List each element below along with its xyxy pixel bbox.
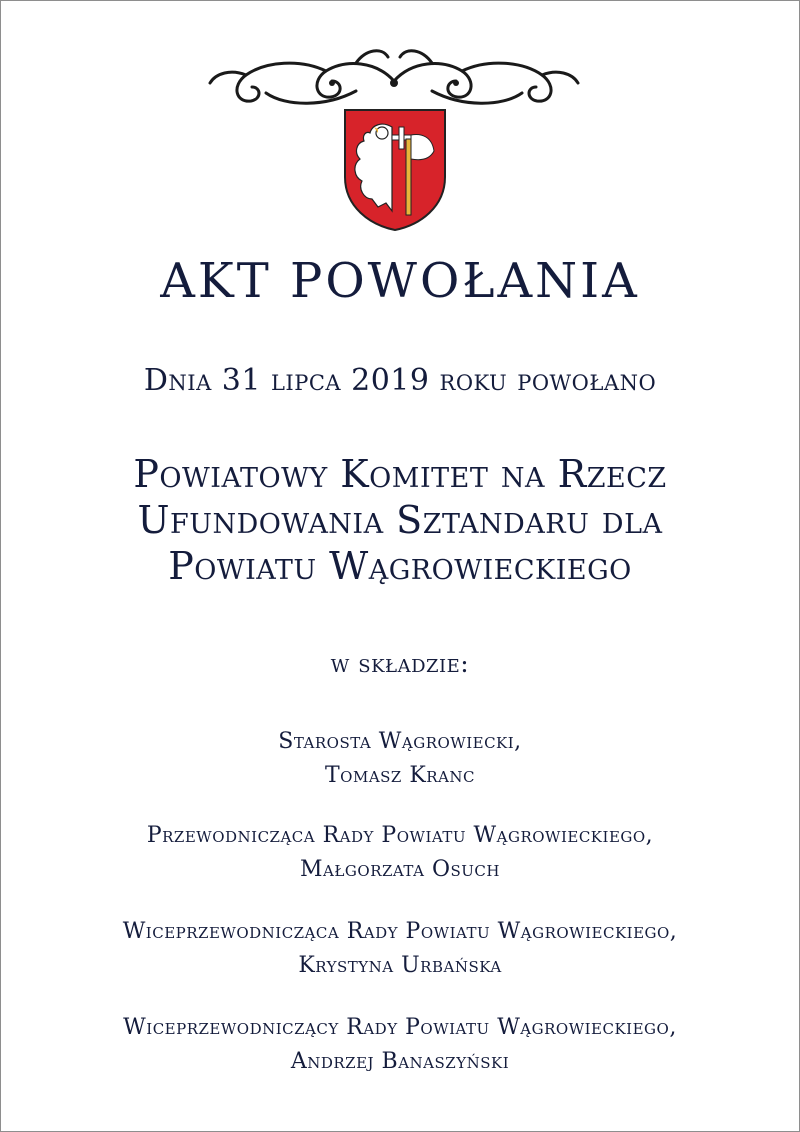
member-entry (1, 725, 799, 793)
member-role: Wiceprzewodniczący Rady Powiatu Wągrowieckiego, (123, 1015, 677, 1040)
composition-label: w składzie: (330, 649, 470, 678)
committee-line: Powiatu Wągrowieckiego (168, 544, 632, 588)
member-name: Krystyna Urbańska (298, 953, 502, 978)
committee-line: Powiatowy Komitet na Rzecz (133, 452, 667, 496)
member-role: Przewodnicząca Rady Powiatu Wągrowieckiego, (146, 823, 654, 848)
member-role: Starosta Wągrowiecki, (278, 729, 522, 754)
member-role: Wiceprzewodnicząca Rady Powiatu Wągrowieckiego, (122, 919, 678, 944)
member-name: Tomasz Kranc (324, 763, 476, 788)
member-name: Małgorzata Osuch (300, 857, 500, 882)
page-title: AKT POWOŁANIA (160, 253, 640, 309)
member-entry (1, 819, 799, 887)
committee-name (1, 451, 799, 589)
member-name: Andrzej Banaszyński (290, 1049, 510, 1074)
coat-of-arms-icon (342, 107, 448, 233)
member-entry (1, 915, 799, 983)
date-line: Dnia 31 lipca 2019 roku powołano (143, 363, 657, 398)
ornament-flourish-icon (206, 41, 582, 113)
member-entry (1, 1011, 799, 1079)
committee-line: Ufundowania Sztandaru dla (137, 498, 663, 542)
